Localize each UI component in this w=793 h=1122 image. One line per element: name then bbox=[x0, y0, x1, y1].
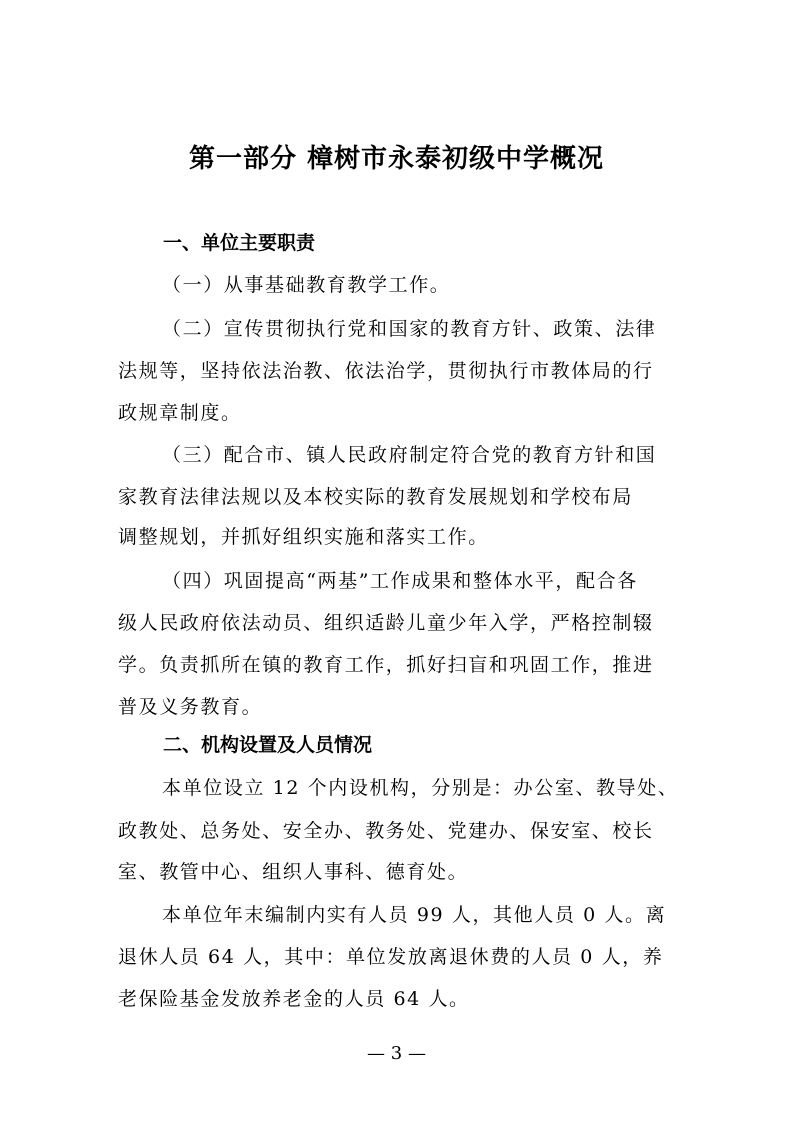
paragraph-line: （四）巩固提高“两基”工作成果和整体水平，配合各 bbox=[162, 570, 638, 592]
paragraph-line: 本单位设立 12 个内设机构，分别是：办公室、教导处、 bbox=[162, 777, 679, 799]
section-heading-duties: 一、单位主要职责 bbox=[163, 232, 316, 254]
paragraph-line: 本单位年末编制内实有人员 99 人，其他人员 0 人。离 bbox=[162, 904, 667, 926]
paragraph-line: 级人民政府依法动员、组织适龄儿童少年入学，严格控制辍 bbox=[118, 612, 654, 634]
paragraph-line: 退休人员 64 人，其中：单位发放离退休费的人员 0 人，养 bbox=[118, 946, 664, 968]
paragraph-line: 家教育法律法规以及本校实际的教育发展规划和学校布局 bbox=[118, 486, 634, 508]
paragraph-line: （三）配合市、镇人民政府制定符合党的教育方针和国 bbox=[162, 444, 657, 466]
paragraph-line: （一）从事基础教育教学工作。 bbox=[162, 274, 451, 296]
paragraph-line: 室、教管中心、组织人事科、德育处。 bbox=[118, 861, 469, 883]
paragraph-line: 老保险基金发放养老金的人员 64 人。 bbox=[118, 988, 470, 1010]
paragraph-line: 普及义务教育。 bbox=[118, 696, 263, 718]
section-heading-organization: 二、机构设置及人员情况 bbox=[163, 734, 373, 756]
paragraph-line: （二）宣传贯彻执行党和国家的教育方针、政策、法律 bbox=[162, 318, 657, 340]
paragraph-line: 学。负责抓所在镇的教育工作，抓好扫盲和巩固工作，推进 bbox=[118, 654, 654, 676]
paragraph-line: 政规章制度。 bbox=[118, 402, 242, 424]
paragraph-line: 调整规划，并抓好组织实施和落实工作。 bbox=[118, 526, 489, 548]
page-number: — 3 — bbox=[367, 1043, 426, 1064]
paragraph-line: 法规等，坚持依法治教、依法治学，贯彻执行市教体局的行 bbox=[118, 360, 654, 382]
page-title: 第一部分 樟树市永泰初级中学概况 bbox=[188, 144, 605, 174]
paragraph-line: 政教处、总务处、安全办、教务处、党建办、保安室、校长 bbox=[118, 820, 654, 842]
